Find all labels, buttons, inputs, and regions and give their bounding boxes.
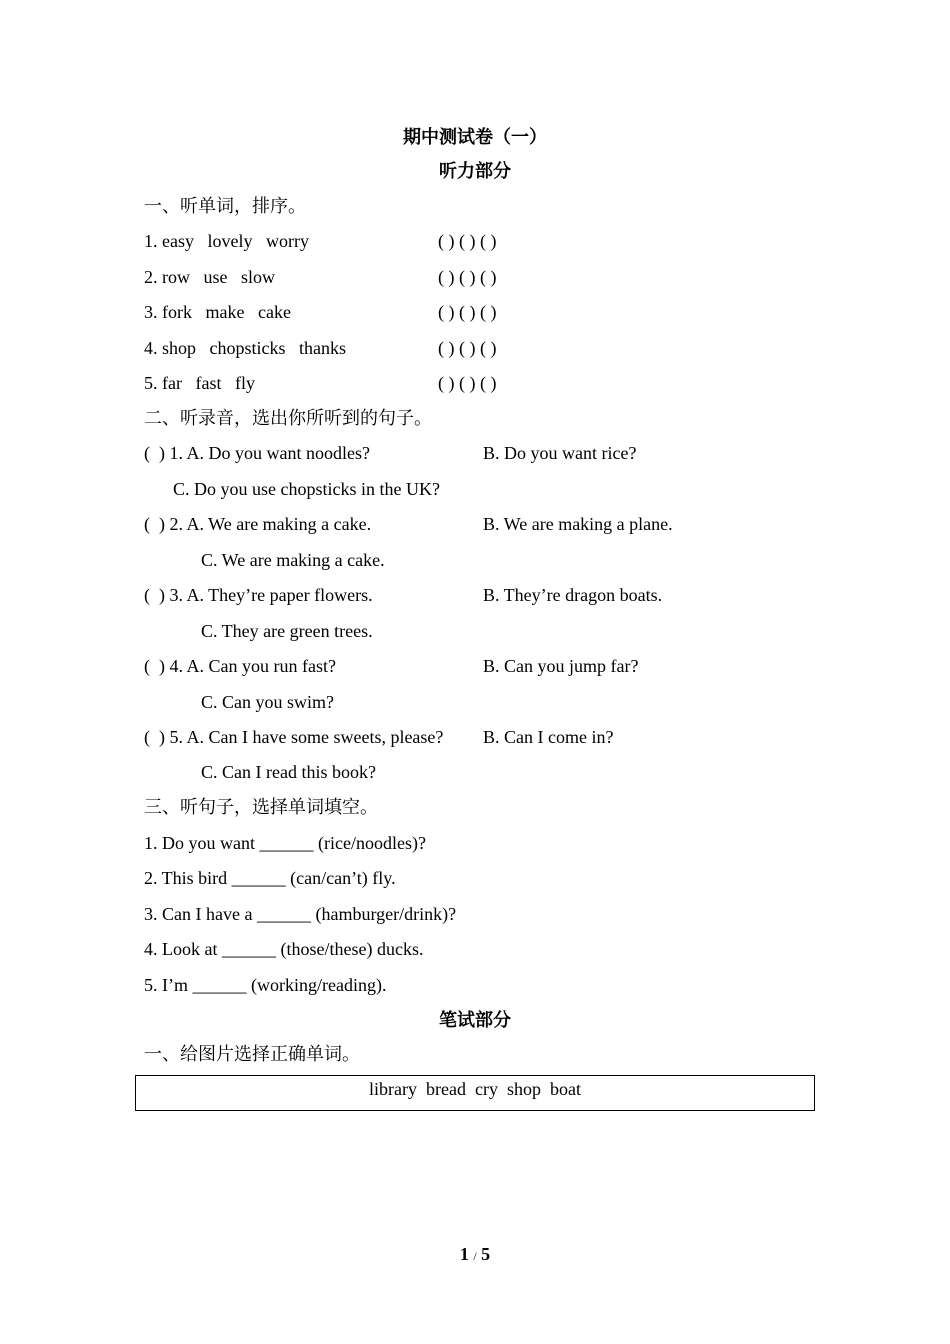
fill-blank-item: 4. Look at ______ (those/these) ducks. <box>144 939 424 959</box>
word-order-item-blanks: ( ) ( ) ( ) <box>438 267 497 287</box>
choice-option-b: B. They’re dragon boats. <box>483 585 663 605</box>
choice-option-b: B. Can I come in? <box>483 727 614 747</box>
word-order-item-words: 2. row use slow <box>144 267 275 287</box>
word-order-item-words: 1. easy lovely worry <box>144 231 309 251</box>
listening-part1-instruction: 一、听单词，排序。 <box>144 196 306 216</box>
choice-option-c: C. They are green trees. <box>201 621 373 641</box>
choice-option-c: C. Can you swim? <box>201 692 334 712</box>
choice-option-c: C. Can I read this book? <box>201 762 376 782</box>
writing-part1-instruction: 一、给图片选择正确单词。 <box>144 1044 360 1064</box>
total-pages: 5 <box>481 1244 491 1264</box>
exam-title: 期中测试卷（一） <box>403 127 547 147</box>
page-number <box>0 1242 950 1268</box>
listening-part3-instruction: 三、听句子，选择单词填空。 <box>144 797 378 817</box>
fill-blank-item: 1. Do you want ______ (rice/noodles)? <box>144 833 426 853</box>
word-bank: library bread cry shop boat <box>369 1079 581 1099</box>
listening-part2-instruction: 二、听录音，选出你所听到的句子。 <box>144 408 432 428</box>
current-page: 1 <box>459 1244 469 1264</box>
writing-heading: 笔试部分 <box>439 1010 511 1030</box>
choice-option-c: C. We are making a cake. <box>201 550 385 570</box>
choice-option-a: ( ) 4. A. Can you run fast? <box>144 656 336 676</box>
word-order-item-words: 4. shop chopsticks thanks <box>144 338 346 358</box>
fill-blank-item: 2. This bird ______ (can/can’t) fly. <box>144 868 396 888</box>
word-order-item-blanks: ( ) ( ) ( ) <box>438 231 497 251</box>
listening-heading: 听力部分 <box>439 161 511 181</box>
choice-option-a: ( ) 5. A. Can I have some sweets, please? <box>144 727 444 747</box>
fill-blank-item: 5. I’m ______ (working/reading). <box>144 975 387 995</box>
choice-option-a: ( ) 1. A. Do you want noodles? <box>144 443 370 463</box>
word-order-item-blanks: ( ) ( ) ( ) <box>438 373 497 393</box>
choice-option-b: B. Do you want rice? <box>483 443 637 463</box>
choice-option-b: B. We are making a plane. <box>483 514 673 534</box>
fill-blank-item: 3. Can I have a ______ (hamburger/drink)? <box>144 904 457 924</box>
word-order-item-blanks: ( ) ( ) ( ) <box>438 338 497 358</box>
word-order-item-blanks: ( ) ( ) ( ) <box>438 302 497 322</box>
choice-option-b: B. Can you jump far? <box>483 656 639 676</box>
word-order-item-words: 5. far fast fly <box>144 373 255 393</box>
word-bank-box <box>135 1075 815 1111</box>
choice-option-a: ( ) 2. A. We are making a cake. <box>144 514 372 534</box>
word-order-item-words: 3. fork make cake <box>144 302 291 322</box>
choice-option-c: C. Do you use chopsticks in the UK? <box>173 479 440 499</box>
page-separator: / <box>473 1249 477 1263</box>
choice-option-a: ( ) 3. A. They’re paper flowers. <box>144 585 373 605</box>
